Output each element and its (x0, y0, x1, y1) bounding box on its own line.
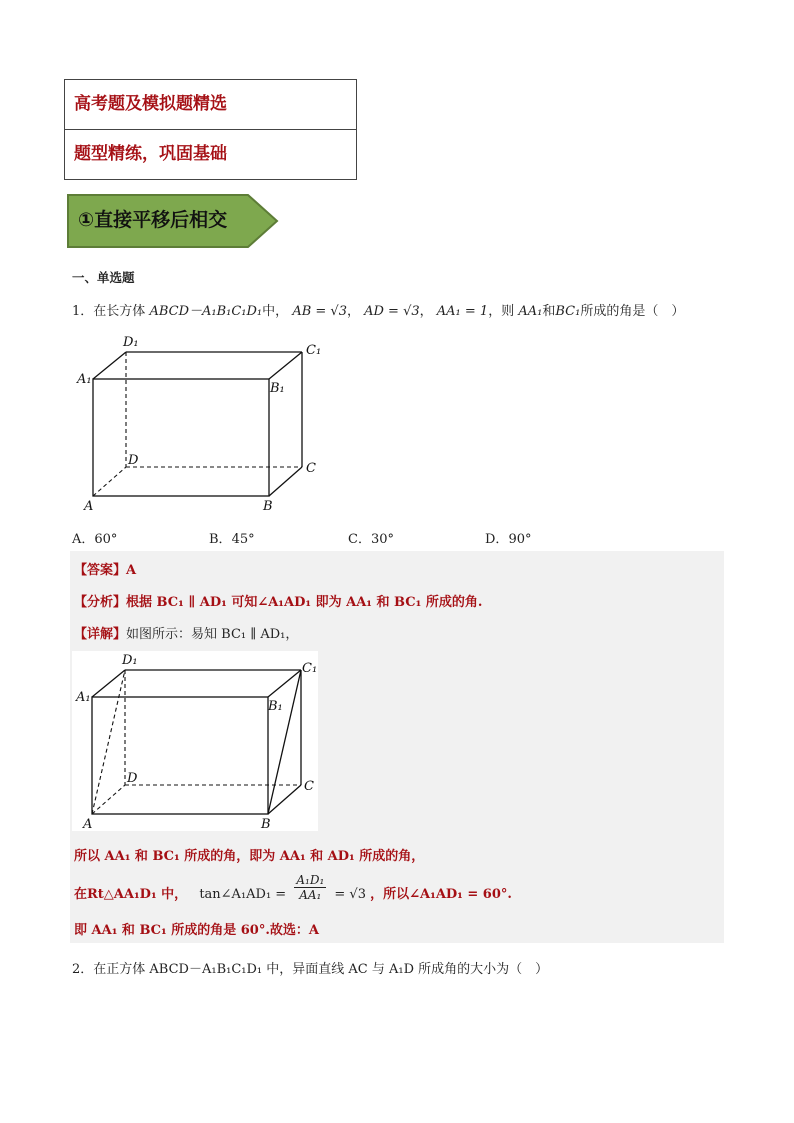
q1-and: 和 (542, 304, 556, 319)
answer-value: A (126, 563, 137, 578)
option-d[interactable]: D．90° (485, 532, 532, 547)
question-2 (72, 958, 548, 977)
q2-text: 在正方体 ABCD－A₁B₁C₁D₁ 中，异面直线 AC 与 A₁D 所成角的大小为（ ） (93, 962, 549, 977)
q1-number: 1． (72, 304, 94, 319)
label-C1: C₁ (306, 343, 322, 358)
q1-cond1: AB = √3 (292, 304, 347, 319)
q1-cond3: AA₁ = 1 (436, 304, 489, 319)
sol-label-D: D (127, 771, 138, 786)
final-line: 即 AA₁ 和 BC₁ 所成的角是 60°.故选：A (74, 923, 319, 938)
figure-cuboid (70, 332, 332, 514)
frac-num: A₁D₁ (296, 873, 325, 887)
header-title-1: 高考题及模拟题精选 (65, 80, 356, 130)
sol-label-B1: B₁ (268, 699, 283, 714)
analysis-tag: 【分析】 (74, 595, 127, 610)
q1-text-b: 中， (262, 304, 289, 319)
label-A: A (84, 499, 94, 514)
rt-line (74, 873, 512, 907)
answer-line (74, 559, 136, 578)
rt-c: = √3 (334, 887, 366, 902)
sol-label-A1: A₁ (76, 690, 91, 705)
rt-fraction (294, 873, 326, 902)
label-A1: A₁ (77, 372, 92, 387)
option-a[interactable]: A．60° (72, 532, 118, 547)
detail-line (74, 623, 298, 642)
label-B1: B₁ (270, 381, 285, 396)
label-B: B (263, 499, 273, 514)
frac-den: AA₁ (299, 888, 322, 902)
q1-cond2: AD = √3 (364, 304, 420, 319)
sol-label-C: C (304, 779, 314, 794)
q1-solid: ABCD－A₁B₁C₁D₁ (149, 304, 263, 319)
option-c[interactable]: C．30° (348, 532, 394, 547)
label-D1: D₁ (123, 335, 139, 350)
label-C: C (306, 461, 316, 476)
rt-b: tan∠A₁AD₁ = (199, 887, 287, 902)
q1-text-c: ，则 (488, 304, 515, 319)
analysis-line (74, 591, 482, 610)
topic-banner (66, 193, 280, 249)
header-title-2: 题型精练，巩固基础 (74, 144, 227, 164)
header-box (64, 79, 357, 180)
sol-label-C1: C₁ (302, 661, 318, 676)
sol-label-B: B (261, 817, 271, 831)
detail-text: 如图所示：易知 BC₁ ∥ AD₁， (126, 627, 299, 642)
rt-d: ，所以∠A₁AD₁ = 60°. (370, 887, 512, 902)
rt-a: 在Rt△AA₁D₁ 中， (74, 887, 188, 902)
question-1: 1．在长方体 ABCD－A₁B₁C₁D₁中， AB = √3， AD = √3， AA₁ = 1，则 AA₁和BC₁所成的角是（ ） (72, 304, 685, 319)
option-b[interactable]: B．45° (209, 532, 255, 547)
analysis-text: 根据 BC₁ ∥ AD₁ 可知∠A₁AD₁ 即为 AA₁ 和 BC₁ 所成的角. (126, 595, 483, 610)
section-title: 一、单选题 (72, 270, 135, 285)
figure-cuboid-solution (72, 651, 318, 831)
label-D: D (128, 453, 139, 468)
banner-label: ①直接平移后相交 (78, 209, 228, 231)
q1-text-a: 在长方体 (93, 304, 146, 319)
q1-seg2: BC₁ (555, 304, 581, 319)
detail-tag: 【详解】 (74, 627, 127, 642)
sol-label-D1: D₁ (122, 653, 138, 668)
sol-label-A: A (83, 817, 93, 831)
q1-seg1: AA₁ (518, 304, 543, 319)
q2-number: 2． (72, 962, 94, 977)
solution-panel (70, 551, 724, 943)
so-line: 所以 AA₁ 和 BC₁ 所成的角，即为 AA₁ 和 AD₁ 所成的角， (74, 849, 425, 864)
answer-tag: 【答案】 (74, 563, 127, 578)
q1-text-d: 所成的角是（ ） (580, 304, 685, 319)
